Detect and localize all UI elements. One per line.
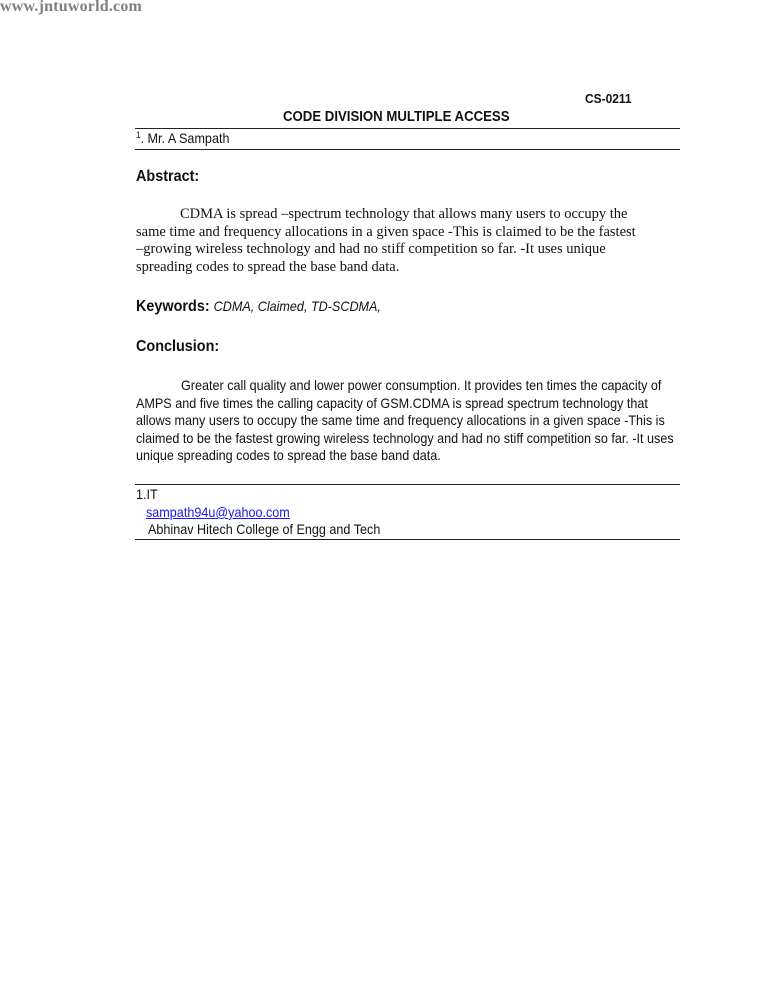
title-divider (135, 128, 680, 129)
keywords-values: CDMA, Claimed, TD-SCDMA, (213, 298, 381, 314)
author-line (136, 130, 229, 146)
author-name: . Mr. A Sampath (140, 130, 230, 146)
keywords-label: Keywords: (136, 298, 210, 315)
abstract-paragraph (136, 206, 646, 277)
abstract-text: CDMA is spread –spectrum technology that allows many users to occupy the same time and frequency allocations in a given space -This is claimed to be the fastest –growing wireless technology and had no stiff competition so far. -It uses unique spreading codes to spread the base band data. (136, 206, 636, 276)
conclusion-text: Greater call quality and lower power consumption. It provides ten times the capacity of AMPS and five times the calling capacity of GSM.CDMA is spread spectrum technology that allows many users to occupy the same time and frequency allocations in a given space -This is claimed to be the fastest growing wireless technology and had no stiff competition so far. -It uses unique spreading codes to spread the base band data. (136, 377, 674, 464)
abstract-heading: Abstract: (136, 168, 200, 185)
conclusion-heading: Conclusion: (136, 338, 220, 355)
paper-code: CS-0211 (585, 91, 632, 106)
author-email-link[interactable]: sampath94u@yahoo.com (146, 504, 290, 520)
college-name: Abhinav Hitech College of Engg and Tech (148, 521, 381, 537)
footnote-bottom-divider (135, 539, 680, 540)
author-marker: 1 (136, 130, 141, 140)
watermark-url: www.jntuworld.com (0, 0, 143, 15)
footnote-number: 1.IT (136, 486, 158, 502)
conclusion-paragraph (136, 377, 681, 465)
author-divider (135, 149, 680, 150)
keywords-line (136, 298, 381, 316)
footnote-top-divider (135, 484, 680, 485)
paper-title: CODE DIVISION MULTIPLE ACCESS (283, 109, 510, 125)
